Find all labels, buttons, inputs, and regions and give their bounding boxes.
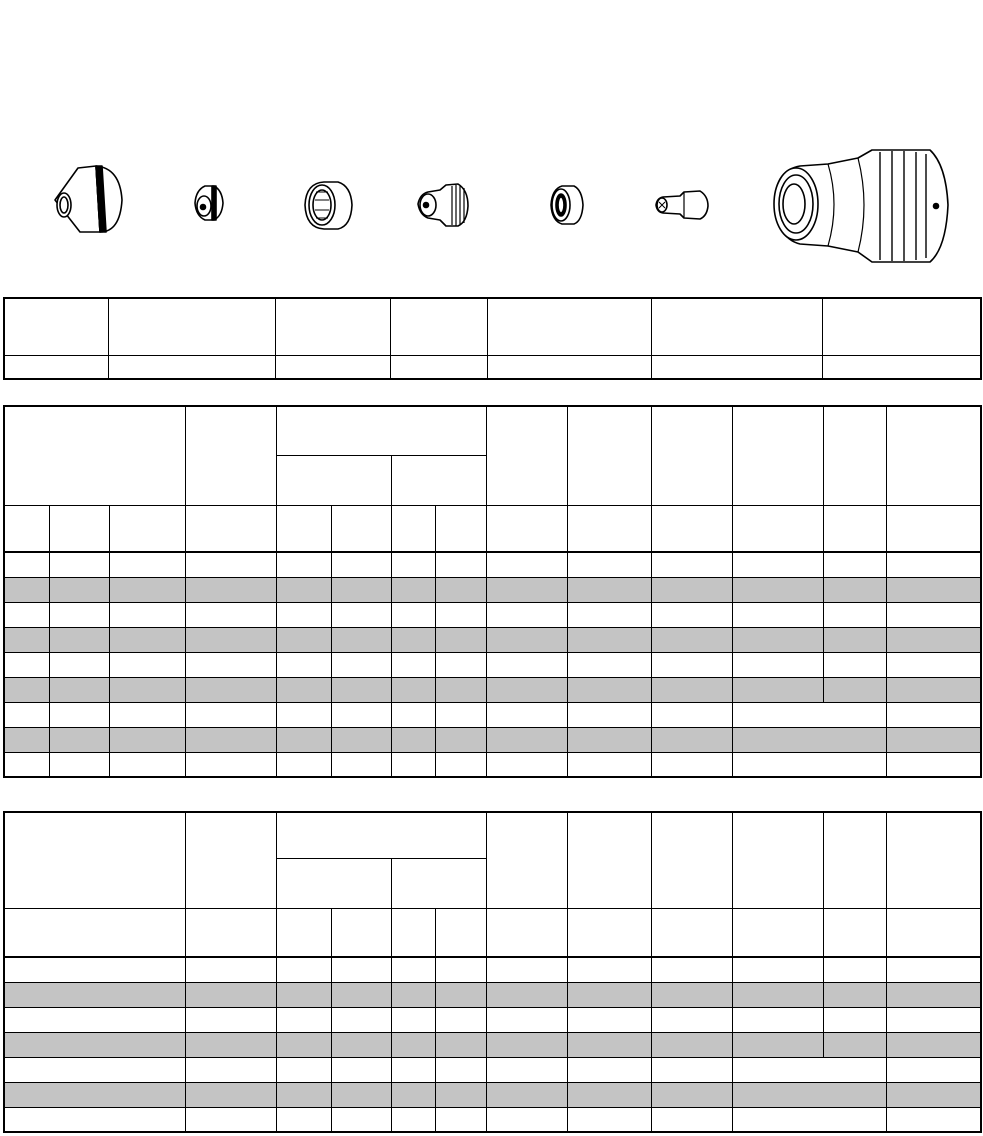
table-cell [486,652,567,677]
table-cell [567,982,651,1007]
table-cell [185,677,276,702]
table-cell [331,602,391,627]
table-cell [331,908,391,957]
nozzle-icon [418,184,468,226]
table-cell [331,505,391,552]
table-cell [391,505,435,552]
header-row [4,908,981,957]
table-cell [651,957,732,982]
shield-icon [55,166,122,232]
table-cell [732,982,823,1007]
table-cell [486,1007,567,1032]
table-cell [886,752,981,777]
table-cell [276,652,331,677]
table-cell [391,702,435,727]
table-cell [732,1082,886,1107]
table-cell [435,552,486,577]
table-cell [109,652,185,677]
table-cell [567,677,651,702]
table-cell [391,752,435,777]
part-number-table [3,297,982,380]
table-cell [651,602,732,627]
table-cell [732,602,823,627]
table-cell [391,1057,435,1082]
table-cell [435,505,486,552]
table-cell [732,1007,823,1032]
table-cell [4,1032,185,1057]
header-row [4,406,981,455]
table-cell [391,1082,435,1107]
table-cell [567,652,651,677]
part-number-header-row [4,298,981,355]
table-row [4,677,981,702]
table-cell [108,355,275,379]
table-cell [435,727,486,752]
cut-chart-table-2 [3,811,982,1133]
table-cell [331,677,391,702]
table-cell [109,702,185,727]
table-row [4,602,981,627]
table-cell [886,1107,981,1132]
table-cell [823,577,886,602]
table-cell [331,957,391,982]
table-cell [732,627,823,652]
table-cell [567,1032,651,1057]
table-cell [886,505,981,552]
table-cell [276,752,331,777]
table-cell [886,812,981,908]
table-cell [651,552,732,577]
table-cell [435,1032,486,1057]
table-cell [185,1107,276,1132]
table-cell [651,406,732,505]
table-row [4,702,981,727]
table-cell [276,455,391,505]
table-cell [276,602,331,627]
table-cell [886,577,981,602]
table-cell [567,812,651,908]
table-cell [567,1082,651,1107]
table-cell [4,677,49,702]
table-cell [109,627,185,652]
table-cell [331,652,391,677]
table-cell [185,957,276,982]
table-cell [276,702,331,727]
table-cell [391,908,435,957]
table-cell [732,577,823,602]
table-cell [4,1007,185,1032]
table-cell [823,982,886,1007]
table-cell [486,602,567,627]
table-cell [651,982,732,1007]
table-cell [49,652,109,677]
table-cell [823,552,886,577]
table-cell [391,652,435,677]
table-cell [331,577,391,602]
table-cell [276,1007,331,1032]
table-cell [486,727,567,752]
table-cell [567,1107,651,1132]
table-cell [651,505,732,552]
table-cell [435,752,486,777]
table-cell [823,652,886,677]
table-cell [567,577,651,602]
table-cell [109,727,185,752]
table-cell [4,1107,185,1132]
table-cell [567,602,651,627]
header-row [4,812,981,858]
table-cell [567,908,651,957]
header-row [4,505,981,552]
table-cell [486,957,567,982]
table-cell [390,298,487,355]
table-cell [185,505,276,552]
table-cell [276,982,331,1007]
table-cell [886,652,981,677]
table-cell [486,1057,567,1082]
table-cell [276,1057,331,1082]
table-row [4,727,981,752]
table-cell [331,1057,391,1082]
table-cell [651,627,732,652]
table-cell [567,1007,651,1032]
table-cell [435,982,486,1007]
table-cell [435,957,486,982]
table-cell [886,982,981,1007]
table-cell [49,577,109,602]
table-cell [651,652,732,677]
table-cell [391,1107,435,1132]
table-cell [486,752,567,777]
table-cell [732,812,823,908]
table-cell [4,982,185,1007]
table-cell [185,702,276,727]
table-cell [49,552,109,577]
table-cell [185,652,276,677]
table-cell [276,505,331,552]
table-cell [435,702,486,727]
table-cell [391,727,435,752]
table-cell [4,1057,185,1082]
table-cell [651,702,732,727]
table-cell [886,908,981,957]
table-cell [822,298,981,355]
swirl-ring-icon [551,186,583,224]
table-cell [109,577,185,602]
table-cell [4,752,49,777]
table-row [4,627,981,652]
table-cell [567,702,651,727]
table-cell [49,505,109,552]
table-cell [4,298,108,355]
table-cell [732,677,823,702]
table-cell [486,627,567,652]
table-cell [4,627,49,652]
table-cell [486,982,567,1007]
table-cell [185,908,276,957]
table-cell [390,355,487,379]
table-cell [391,552,435,577]
table-cell [435,1057,486,1082]
table-cell [49,602,109,627]
table-cell [276,727,331,752]
table-cell [651,1107,732,1132]
table-cell [4,577,49,602]
table-cell [486,908,567,957]
table-row [4,752,981,777]
table-cell [567,957,651,982]
table-cell [49,627,109,652]
table-row [4,1007,981,1032]
table-cell [886,1032,981,1057]
table-cell [567,406,651,505]
table-cell [567,1057,651,1082]
table-cell [651,812,732,908]
table-row [4,1107,981,1132]
table-cell [567,727,651,752]
table-row [4,982,981,1007]
table-cell [49,677,109,702]
table-row [4,577,981,602]
table-cell [823,1032,886,1057]
table-cell [486,505,567,552]
table-cell [391,602,435,627]
table-cell [391,455,486,505]
table-cell [391,858,486,908]
table-cell [435,1007,486,1032]
table-cell [185,552,276,577]
table-cell [276,677,331,702]
table-cell [4,812,185,908]
table-cell [4,355,108,379]
table-cell [886,727,981,752]
table-cell [49,702,109,727]
table-cell [331,1007,391,1032]
shield-cap-icon [195,186,223,220]
table-cell [185,602,276,627]
table-cell [331,727,391,752]
consumables-illustration [0,130,983,280]
table-cell [732,957,823,982]
table-cell [487,355,651,379]
cut-chart-table-1 [3,405,982,778]
table-cell [4,552,49,577]
table-cell [823,677,886,702]
table-cell [276,812,486,858]
table-cell [567,752,651,777]
table-cell [732,908,823,957]
table-row [4,957,981,982]
table-cell [823,406,886,505]
table-cell [732,702,886,727]
table-cell [651,1082,732,1107]
table-cell [4,908,185,957]
table-cell [109,752,185,777]
table-cell [732,406,823,505]
table-cell [276,627,331,652]
table-cell [331,1032,391,1057]
table-cell [732,552,823,577]
table-cell [276,577,331,602]
table-cell [435,602,486,627]
table-cell [823,957,886,982]
table-cell [185,577,276,602]
table-cell [331,1082,391,1107]
table-cell [49,752,109,777]
table-cell [651,1032,732,1057]
table-cell [886,406,981,505]
table-cell [567,627,651,652]
table-cell [651,355,822,379]
table-cell [185,812,276,908]
table-cell [276,406,486,455]
table-cell [185,627,276,652]
table-cell [651,752,732,777]
table-cell [486,1032,567,1057]
table-cell [567,505,651,552]
table-cell [391,677,435,702]
table-cell [435,1107,486,1132]
table-cell [331,552,391,577]
table-cell [276,957,331,982]
table-cell [185,727,276,752]
table-cell [886,677,981,702]
table-cell [4,505,49,552]
table-cell [886,1057,981,1082]
table-cell [391,1032,435,1057]
table-cell [109,677,185,702]
table-cell [435,1082,486,1107]
table-cell [651,1007,732,1032]
table-row [4,552,981,577]
table-cell [435,677,486,702]
table-row [4,1082,981,1107]
table-cell [651,1057,732,1082]
table-cell [276,1032,331,1057]
table-cell [185,1057,276,1082]
table-cell [486,702,567,727]
table-cell [4,957,185,982]
table-cell [331,752,391,777]
table-cell [108,298,275,355]
table-cell [185,1007,276,1032]
table-cell [732,1032,823,1057]
table-cell [276,1107,331,1132]
table-cell [823,812,886,908]
table-cell [4,652,49,677]
table-cell [185,406,276,505]
part-number-row [4,355,981,379]
table-cell [886,957,981,982]
table-cell [331,1107,391,1132]
table-cell [651,298,822,355]
table-cell [486,812,567,908]
electrode-icon [656,191,708,219]
table-cell [487,298,651,355]
table-cell [651,908,732,957]
table-cell [567,552,651,577]
table-cell [4,702,49,727]
table-cell [109,552,185,577]
table-cell [185,982,276,1007]
table-row [4,1032,981,1057]
table-cell [4,602,49,627]
table-cell [49,727,109,752]
table-cell [732,505,823,552]
torch-body-icon [774,150,948,262]
table-cell [185,752,276,777]
table-cell [435,908,486,957]
table-cell [4,1082,185,1107]
table-cell [391,982,435,1007]
table-cell [732,727,886,752]
table-cell [435,652,486,677]
table-cell [886,627,981,652]
table-cell [391,957,435,982]
table-cell [651,727,732,752]
table-cell [886,1007,981,1032]
table-cell [823,627,886,652]
table-cell [886,1082,981,1107]
table-cell [435,627,486,652]
table-cell [823,602,886,627]
table-cell [886,552,981,577]
table-cell [886,602,981,627]
table-cell [732,1107,886,1132]
retaining-cap-icon [305,182,352,229]
table-cell [185,1082,276,1107]
table-cell [435,577,486,602]
table-cell [109,602,185,627]
table-cell [109,505,185,552]
table-cell [732,652,823,677]
table-cell [822,355,981,379]
table-cell [486,1082,567,1107]
table-row [4,1057,981,1082]
table-cell [331,702,391,727]
table-cell [732,752,886,777]
table-cell [486,406,567,505]
table-cell [275,355,390,379]
table-cell [331,982,391,1007]
table-cell [651,577,732,602]
table-cell [486,677,567,702]
table-cell [823,1007,886,1032]
table-cell [651,677,732,702]
table-cell [486,552,567,577]
table-cell [185,1032,276,1057]
table-cell [732,1057,886,1082]
table-cell [276,552,331,577]
table-cell [486,577,567,602]
table-cell [823,908,886,957]
table-cell [276,1082,331,1107]
table-cell [823,505,886,552]
table-cell [331,627,391,652]
table-cell [391,577,435,602]
table-cell [275,298,390,355]
table-cell [276,858,391,908]
table-cell [391,1007,435,1032]
table-cell [4,727,49,752]
table-cell [391,627,435,652]
table-cell [4,406,185,505]
table-cell [886,702,981,727]
table-cell [486,1107,567,1132]
table-cell [276,908,331,957]
table-row [4,652,981,677]
